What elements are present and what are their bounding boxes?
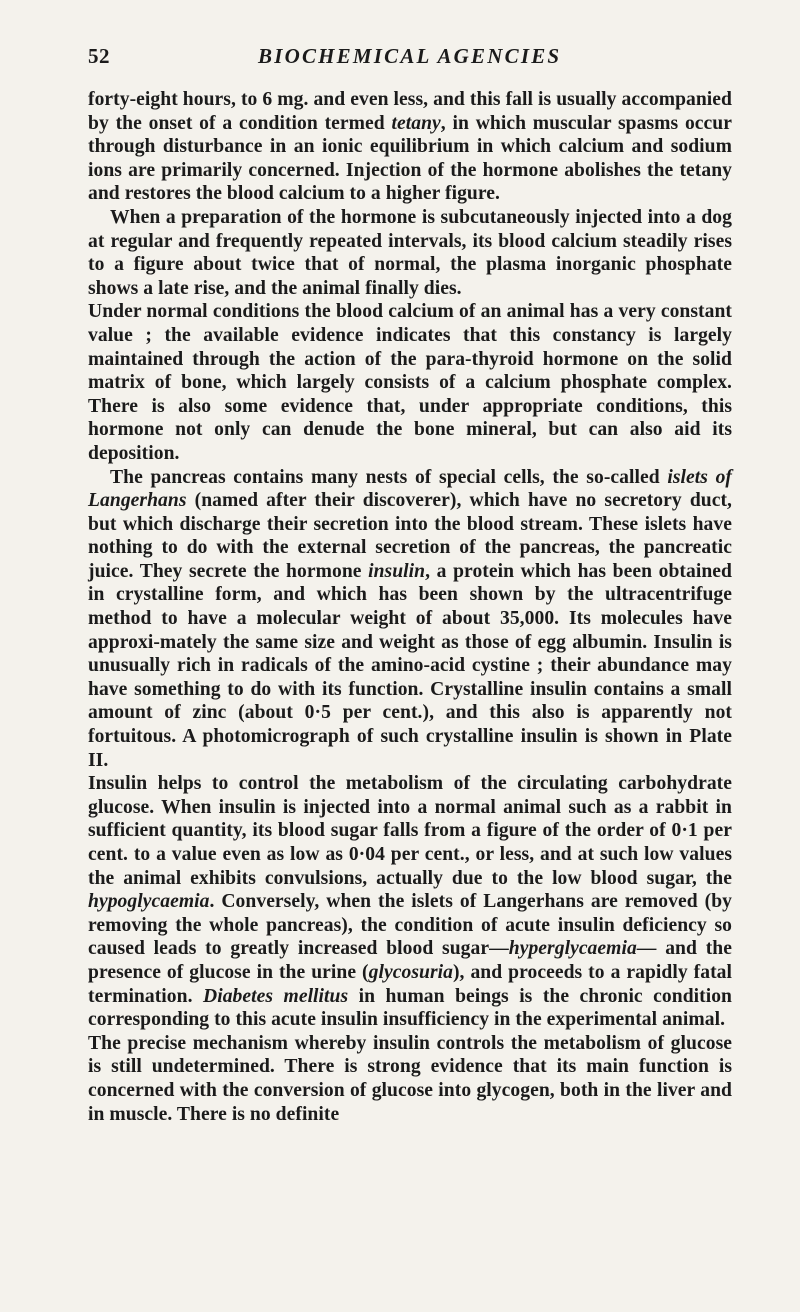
text-run: , a protein which has been obtained in crystalline form, and which has been shown by the ultracentrifuge method to have a molecular weight of about 35,000. Its molecules have approxi-mately the same size and weight as those of egg albumin. Insulin is unusually rich in radicals of the amino-acid cystine ; their abundance may have something to do with its function. Crystalline insulin contains a small amount of zinc (about 0·5 per cent.), and this also is apparently not fortuitous. A photomicrograph of such crystalline insulin is shown in Plate II. xyxy=(88,560,732,771)
text-run: Under normal conditions the blood calcium of an animal has a very constant value ; the available evidence indicates that this constancy is largely maintained through the action of the para-thyroid hormone on the solid matrix of bone, which largely consists of a calcium phosphate complex. There is also some evidence that, under appropriate conditions, this hormone not only can denude the bone mineral, but can also aid its deposition. xyxy=(88,301,732,464)
text-run: forty-eight hours, to 6 mg. and even less, and this fall is usually accompanied by the onset of a condition termed xyxy=(88,89,732,134)
running-head: BIOCHEMICAL AGENCIES xyxy=(258,44,562,68)
body-text xyxy=(88,88,732,1126)
paragraph xyxy=(88,772,732,1032)
paragraph xyxy=(88,1032,732,1126)
text-run: . Conversely, when the islets of Langerhans are removed (by removing the whole pancreas), the condition of acute insulin deficiency so caused leads to greatly increased blood sugar— xyxy=(88,891,732,960)
paragraph xyxy=(88,206,732,300)
paragraph xyxy=(88,88,732,206)
text-run: in human beings is the chronic condition corresponding to this acute insulin insufficiency in the experimental animal. xyxy=(88,985,732,1031)
text-run: (named after their discoverer), which have no secretory duct, but which discharge their secretion into the blood stream. These islets have nothing to do with the external secretion of the pancreas, the pancreatic juice. They secrete the hormone xyxy=(88,490,732,582)
italic-term: hypoglycaemia xyxy=(88,891,210,913)
italic-term: insulin xyxy=(368,560,426,582)
paragraph xyxy=(88,466,732,773)
text-run: The precise mechanism whereby insulin controls the metabolism of glucose is still undetermined. There is strong evidence that its main function is concerned with the conversion of glucose into glycogen, both in the liver and in muscle. There is no definite xyxy=(88,1032,732,1125)
text-run: , in which muscular spasms occur through disturbance in an ionic equilibrium in which calcium and sodium ions are primarily concerned. Injection of the hormone abolishes the tetany and restores the blood calcium to a higher figure. xyxy=(88,112,732,205)
italic-term: Diabetes mellitus xyxy=(203,985,349,1007)
italic-term: glycosuria xyxy=(368,961,453,983)
page-number: 52 xyxy=(88,44,110,68)
paragraph xyxy=(88,300,732,465)
text-run: Insulin helps to control the metabolism of the circulating carbohydrate glucose. When insulin is injected into a normal animal such as a rabbit in sufficient quantity, its blood sugar falls from a figure of the order of 0·1 per cent. to a value even as low as 0·04 per cent., or less, and at such low values the animal exhibits convulsions, actually due to the low blood sugar, the xyxy=(88,773,732,889)
page-header xyxy=(88,44,728,76)
text-run: When a preparation of the hormone is subcutaneously injected into a dog at regular and frequently repeated intervals, its blood calcium steadily rises to a figure about twice that of normal, the plasma inorganic phosphate shows a late rise, and the animal finally dies. xyxy=(88,206,732,299)
italic-term: hyperglycaemia xyxy=(508,938,637,960)
italic-term: tetany xyxy=(391,112,441,134)
italic-term: islets of Langerhans xyxy=(88,466,732,512)
text-run: ), and proceeds to a rapidly fatal termination. xyxy=(88,961,733,1007)
text-run: — and the presence of glucose in the urine ( xyxy=(88,938,732,983)
text-run: The pancreas contains many nests of special cells, the so-called xyxy=(110,466,668,488)
